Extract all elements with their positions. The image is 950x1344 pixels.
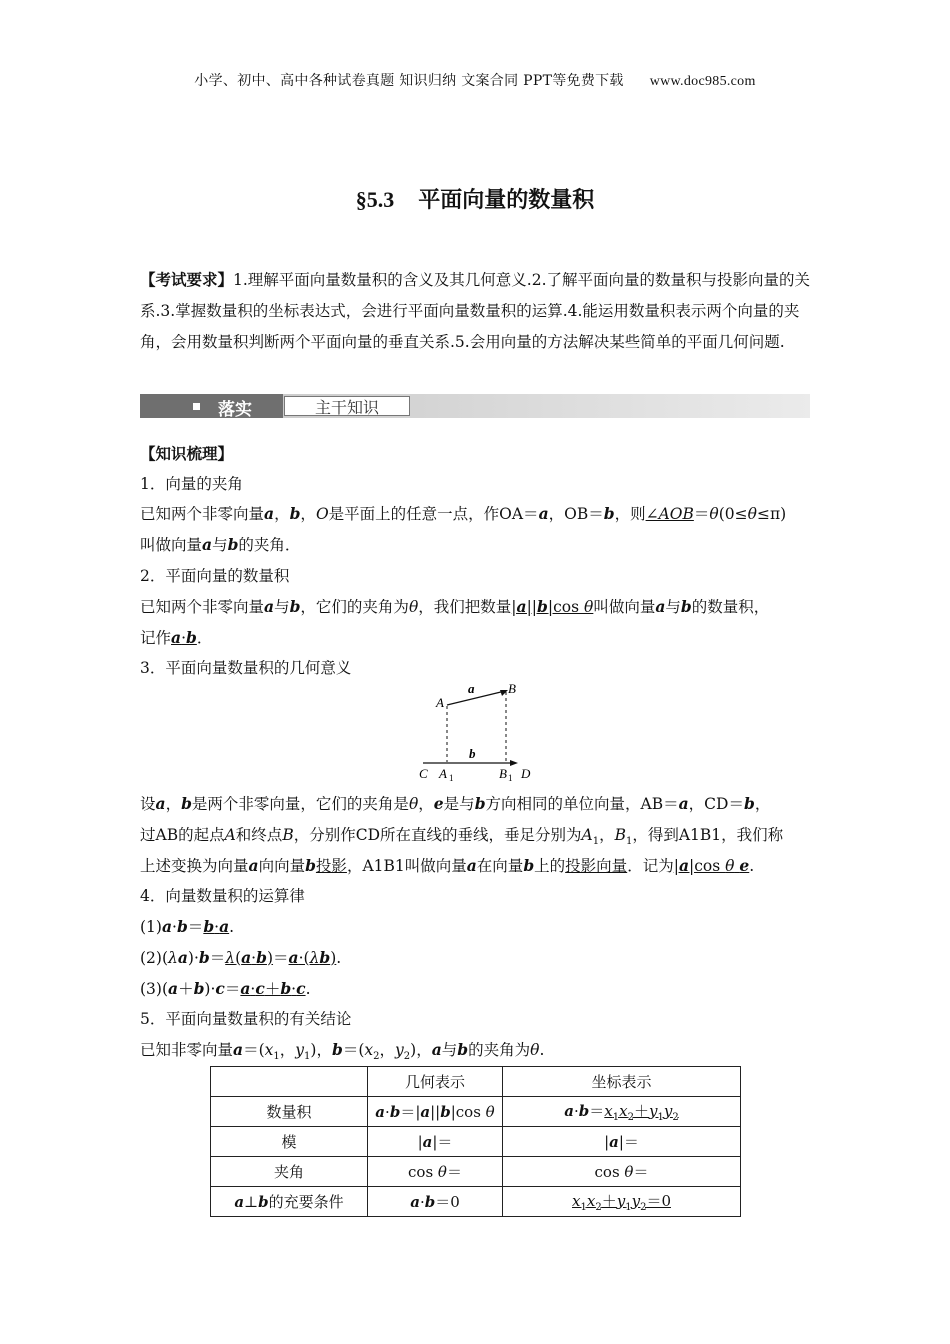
table-cell: |a|＝ [368,1127,503,1157]
table-row [211,1127,741,1157]
label-B1-sub: 1 [508,773,513,783]
table-header-cell [211,1067,368,1097]
table-cell: $a\cdot b=x_1x_2+y_1y_2$ [503,1097,741,1127]
label-vector-b: b [469,746,476,761]
section-number: §5.3 [355,187,395,212]
s2-title: 2．平面向量的数量积 [140,567,290,585]
requirements-label: 【考试要求】 [140,270,234,289]
table-header-cell: 几何表示 [368,1067,503,1097]
table-cell: a·b＝|a||b|cos θ [368,1097,503,1127]
s1-body-line1: 已知两个非零向量a，b，O是平面上的任意一点，作OA＝a，OB＝b，则∠AOB＝θ(0≤θ≤π) [140,504,787,523]
label-B1: B [499,766,507,781]
law-3: (3)(a＋b)·c＝a·c＋b·c. [140,979,311,998]
table-cell: cos θ＝ [503,1157,741,1187]
table-cell: |a|＝ [503,1127,741,1157]
line-CD-arrowhead [510,760,518,766]
vector-a-line [447,691,505,705]
s1-body-line2: 叫做向量a与b的夹角． [140,535,301,554]
table-cell: cos θ＝ [368,1157,503,1187]
table-header-row [211,1067,741,1097]
banner-square-icon [193,403,200,410]
section-banner [140,394,810,418]
page-title [0,183,950,214]
table-cell: 数量积 [211,1097,368,1127]
label-A: A [436,695,444,710]
banner-dark-label: 落实 [218,400,252,420]
s3-title: 3．平面向量数量积的几何意义 [140,659,352,677]
table-cell: $x_1x_2+y_1y_2=0$ [503,1187,741,1217]
s3-body-line1: 设a，b是两个非零向量，它们的夹角是θ，e是与b方向相同的单位向量，AB＝a，CD＝b， [140,794,771,813]
banner-dark-block [140,394,283,418]
s4-title: 4．向量数量积的运算律 [140,887,305,905]
label-vector-a: a [468,681,475,696]
table-row [211,1187,741,1217]
section-title: 平面向量的数量积 [418,187,595,213]
s3-body-line3: 上述变换为向量a向向量b投影，A1B1叫做向量a在向量b上的投影向量．记为|a|cos θ e. [140,856,755,875]
table-cell: 夹角 [211,1157,368,1187]
s2-body-line2: 记作a·b． [140,628,213,647]
projection-diagram [405,678,545,788]
s1-title: 1．向量的夹角 [140,475,243,493]
knowledge-heading: 【知识梳理】 [140,444,234,463]
banner-light-label: 主干知识 [314,398,379,417]
banner-light-block [284,396,410,416]
conclusions-table [210,1066,741,1217]
exam-requirements [140,264,820,358]
label-B: B [508,681,516,696]
label-A1-sub: 1 [449,773,454,783]
s3-body-line2: 过AB的起点A和终点B，分别作CD所在直线的垂线，垂足分别为$A_1$，$B_1$，得到A1B1，我们称 [140,826,784,848]
label-D: D [521,766,531,781]
label-A1: A [439,766,447,781]
s2-body-line1: 已知两个非零向量a与b，它们的夹角为θ，我们把数量|a||b|cos θ叫做向量a与b的数量积， [140,597,770,616]
header-tagline: 小学、初中、高中各种试卷真题 知识归纳 文案合同 PPT等免费下载 [194,73,624,89]
table-row [211,1097,741,1127]
s5-title: 5．平面向量数量积的有关结论 [140,1010,352,1028]
vector-a-arrowhead [500,690,508,696]
label-C: C [419,766,428,781]
table-cell: a·b＝0 [368,1187,503,1217]
page-header [0,70,950,90]
table-cell: 模 [211,1127,368,1157]
requirements-text: 1.理解平面向量数量积的含义及其几何意义.2.了解平面向量的数量积与投影向量的关系.3.掌握数量积的坐标表达式，会进行平面向量数量积的运算.4.能运用数量积表示两个向量的夹角，会用数量积判断两个平面向量的垂直关系.5.会用向量的方法解决某些简单的平面几何问题. [140,271,811,351]
header-site[interactable]: www.doc985.com [649,74,756,89]
s5-body: 已知非零向量$a=(x_1$，$y_1$)，$b=(x_2$，$y_2$)，a与b的夹角为θ. [140,1040,545,1063]
law-1: (1)a·b＝b·a. [140,917,235,936]
law-2: (2)(λa)·b＝λ(a·b)＝a·(λb). [140,948,342,967]
table-cell: a⊥b的充要条件 [211,1187,368,1217]
table-row [211,1157,741,1187]
table-header-cell: 坐标表示 [503,1067,741,1097]
